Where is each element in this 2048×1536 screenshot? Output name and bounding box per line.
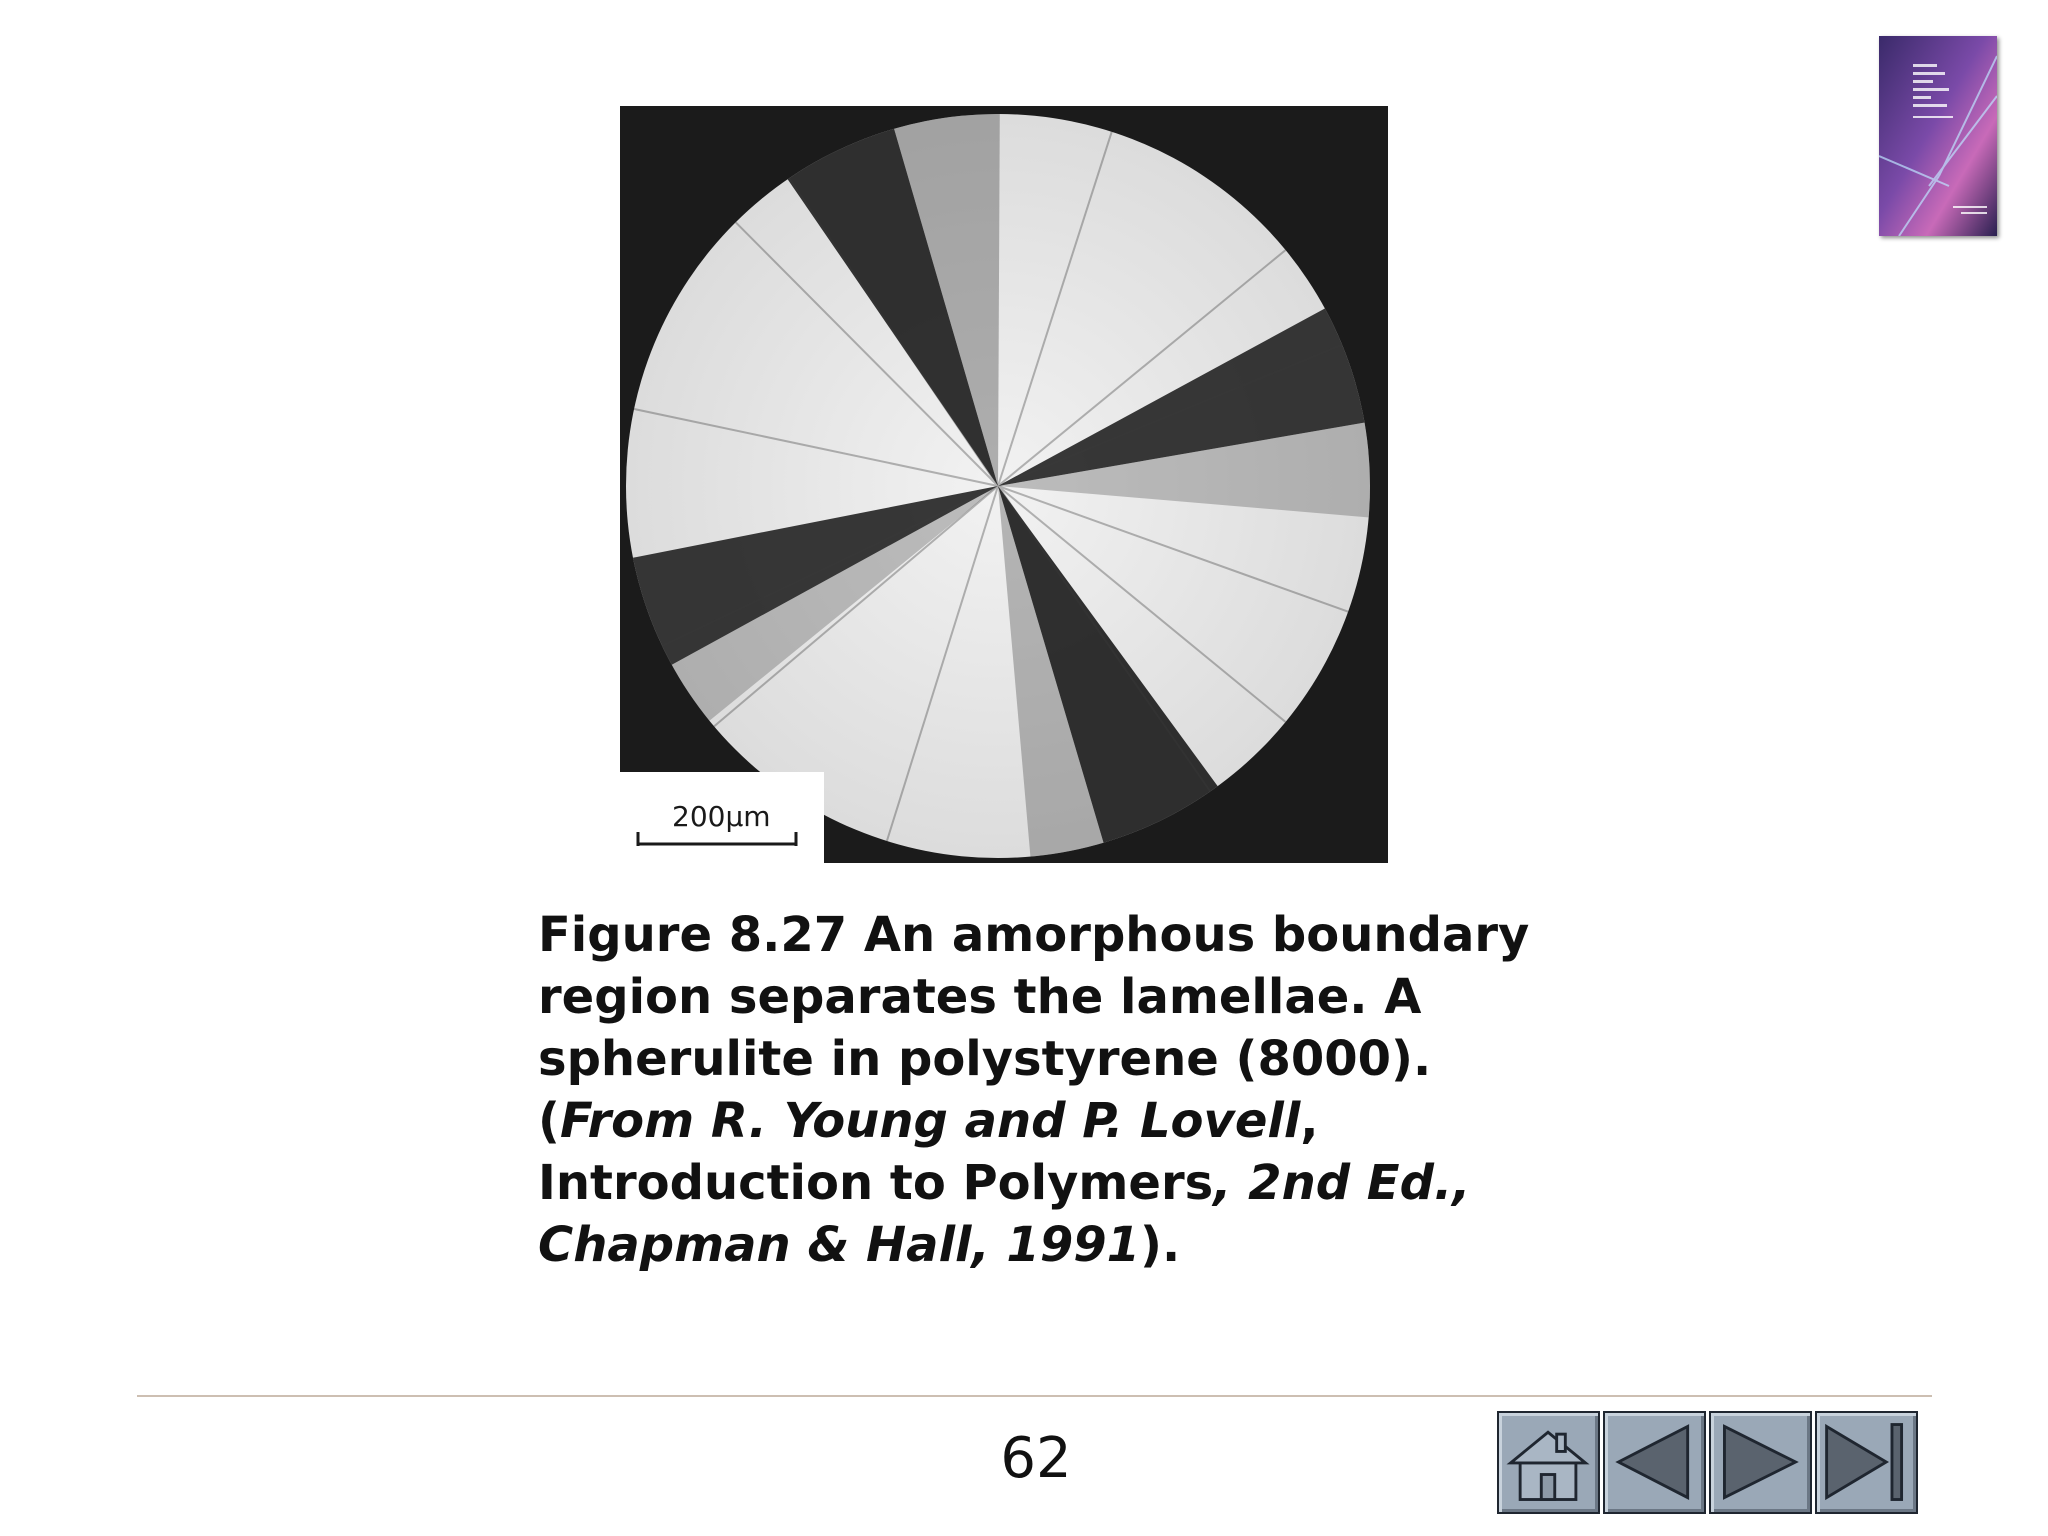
spherulite-micrograph [620, 106, 1388, 863]
caption-italic-authors: From R. Young and P. Lovell [559, 1093, 1301, 1149]
caption-italic-publisher: , 2nd Ed., Chapman & Hall, 1991 [538, 1155, 1471, 1273]
skip-to-end-icon [1817, 1413, 1916, 1512]
figure-caption [538, 904, 1538, 1276]
next-button[interactable] [1709, 1411, 1812, 1514]
home-button[interactable] [1497, 1411, 1600, 1514]
caption-close: ). [1140, 1217, 1181, 1273]
previous-button[interactable] [1603, 1411, 1706, 1514]
last-button[interactable] [1815, 1411, 1918, 1514]
slide-navigation [1497, 1411, 1918, 1516]
triangle-left-icon [1605, 1413, 1704, 1512]
home-icon [1499, 1413, 1598, 1512]
scale-bar-label: 200µm [672, 800, 771, 833]
caption-book-title: , Introduction to Polymers [538, 1093, 1319, 1211]
page-number: 62 [1000, 1426, 1072, 1491]
book-cover-thumbnail[interactable] [1879, 36, 1997, 236]
caption-text: Figure 8.27 An amorphous boundary region separates the lamellae. A spherulite in polystyrene (8000). ( [538, 907, 1530, 1149]
triangle-right-icon [1711, 1413, 1810, 1512]
footer-divider [137, 1395, 1932, 1397]
